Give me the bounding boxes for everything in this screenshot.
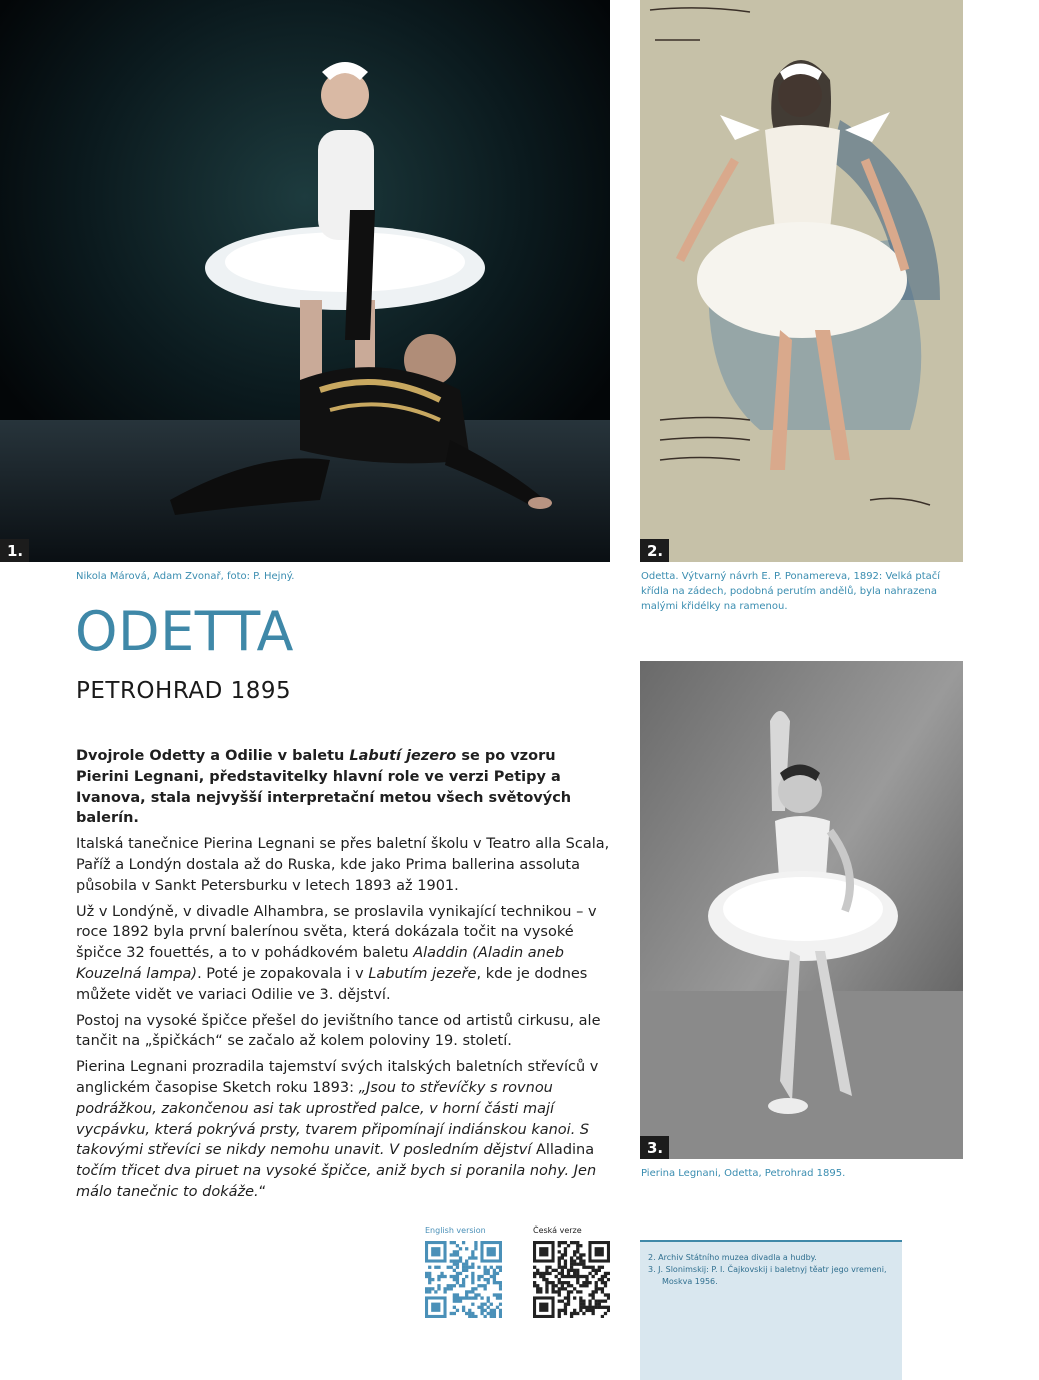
qr-code-czech[interactable] — [533, 1241, 610, 1318]
italic-run: Labutí jezero — [349, 748, 457, 764]
text-run: Dvojrole Odetty a Odilie v baletu — [76, 748, 350, 764]
figure-caption-1: Nikola Márová, Adam Zvonař, foto: P. Hejný. — [76, 571, 295, 582]
qr-code-english[interactable] — [425, 1241, 502, 1318]
figure-caption-3: Pierina Legnani, Odetta, Petrohrad 1895. — [641, 1168, 846, 1179]
reference-item: 2. Archiv Státního muzea divadla a hudby. — [648, 1253, 817, 1262]
article-body — [76, 746, 612, 1208]
italic-run: Aladdin (Aladin aneb Kouzelná lampa) — [76, 945, 564, 982]
references-box — [640, 1240, 902, 1380]
legnani-portrait-image — [640, 661, 963, 1159]
body-paragraph — [76, 1057, 612, 1203]
figure-number-2: 2. — [640, 539, 669, 562]
lead-paragraph — [76, 746, 612, 829]
text-run: Už v Londýně, v divadle Alhambra, se proslavila vynikající technikou – v roce 1892 byla první balerínou světa, která dokázala točit na vysoké špičce 32 fouettés, a to v pohádkovém baletu — [76, 903, 597, 962]
text-run: Italská tanečnice Pierina Legnani se přes baletní školu v Teatro alla Scala, Paříž a Londýn dostala až do Ruska, kde jako Prima ballerina assoluta působila v Sankt Petersburku v letech 1893 až 1901. — [76, 836, 610, 894]
body-paragraph — [76, 1011, 612, 1053]
text-run: Postoj na vysoké špičce přešel do jevištního tance od artistů cirkusu, ale tančit na „špičkách“ se začalo až kolem poloviny 19. století. — [76, 1012, 601, 1050]
costume-sketch-image — [640, 0, 963, 562]
body-paragraph — [76, 902, 612, 1006]
text-run: se po vzoru Pierini Legnani, představitelky hlavní role ve verzi Petipy a Ivanova, stala nejvyšší interpretační metou všech světových balerín. — [76, 748, 572, 827]
figure-number-3: 3. — [640, 1136, 669, 1159]
body-paragraph — [76, 834, 612, 896]
photo-costume-sketch — [640, 0, 963, 562]
figure-caption-2: Odetta. Výtvarný návrh E. P. Ponamereva, 1892: Velká ptačí křídla na zádech, podobná perutím andělů, byla nahrazena malými křidélky na ramenou. — [641, 571, 941, 612]
photo-pierina-legnani — [640, 661, 963, 1159]
photo-ballet-stage — [0, 0, 610, 562]
reference-item: 3. J. Slonimskij: P. I. Čajkovskij i baletnyj těatr jego vremeni, Moskva 1956. — [648, 1265, 887, 1286]
text-run: . Poté je zopakovala i v — [197, 965, 369, 982]
qr-czech-label: Česká verze — [533, 1226, 582, 1235]
references-list — [648, 1252, 894, 1288]
text-run: Pierina Legnani prozradila tajemství svých italských baletních střevíců v anglickém časopise Sketch roku 1893: — [76, 1059, 599, 1096]
italic-run: „Jsou to střevíčky s rovnou podrážkou, zakončenou asi tak uprostřed palce, v horní části mají vycpávku, která pokrývá prsty, tvarem připomínají indiánskou kanoi. S takovými střevíci se nikdy nemohu unavit. V posledním dějství — [76, 1079, 590, 1159]
figure-number-1: 1. — [0, 539, 29, 562]
page-subtitle: PETROHRAD 1895 — [76, 678, 292, 704]
text-run: “ — [258, 1183, 267, 1200]
text-run: , kde je dodnes můžete vidět ve variaci Odilie ve 3. dějství. — [76, 965, 588, 1003]
ballet-stage-image — [0, 0, 610, 562]
text-run: Alladina — [535, 1142, 595, 1159]
page-title: ODETTA — [75, 600, 294, 663]
italic-run: Labutím jezeře — [368, 965, 477, 982]
italic-run: točím třicet dva piruet na vysoké špičce, aniž bych si poranila nohy. Jen málo tanečnic to dokáže. — [76, 1163, 597, 1200]
qr-english-label: English version — [425, 1226, 486, 1235]
